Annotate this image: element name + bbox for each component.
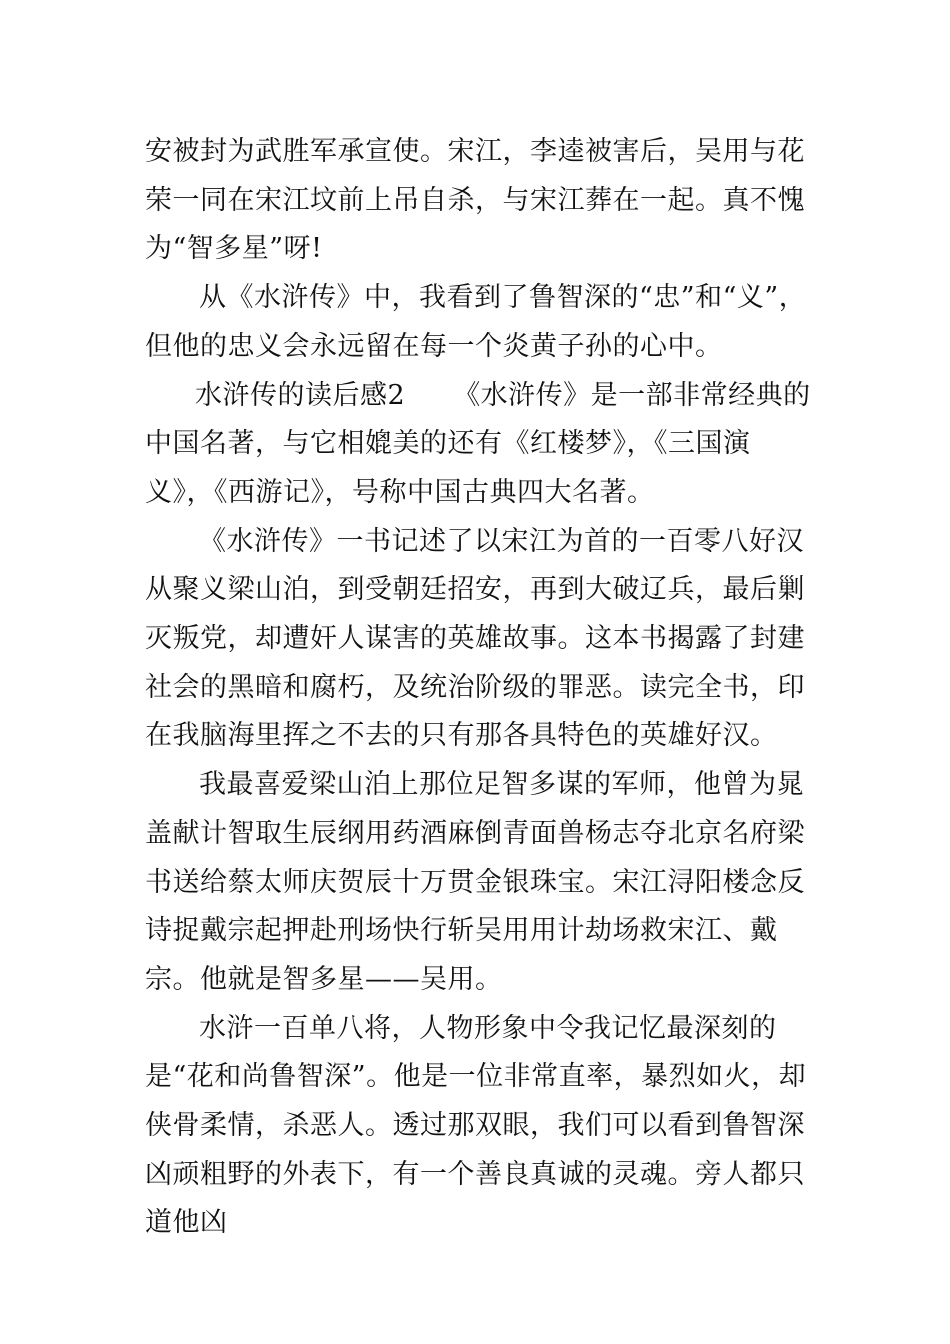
paragraph-2: 从《水浒传》中，我看到了鲁智深的“忠”和“义”，但他的忠义会永远留在每一个炎黄子孙的心中。 (145, 282, 807, 362)
paragraph-3-text: 《水浒传》是一部非常经典的中国名著，与它相媲美的还有《红楼梦》，《三国演义》，《西游记》，号称中国古典四大名著。 (145, 379, 811, 508)
paragraph-3 (145, 372, 815, 518)
paragraph-6: 水浒一百单八将，人物形象中令我记忆最深刻的是“花和尚鲁智深”。他是一位非常直率，暴烈如火，却侠骨柔情，杀恶人。透过那双眼，我们可以看到鲁智深凶顽粗野的外表下，有一个善良真诚的灵魂。旁人都只道他凶 (145, 1012, 807, 1239)
paragraph-1: 安被封为武胜军承宣使。宋江，李逵被害后，吴用与花荣一同在宋江坟前上吊自杀，与宋江葬在一起。真不愧为“智多星”呀! (145, 136, 805, 265)
paragraph-4: 《水浒传》一书记述了以宋江为首的一百零八好汉从聚义梁山泊，到受朝廷招安，再到大破辽兵，最后剿灭叛党，却遭奸人谋害的英雄故事。这本书揭露了封建社会的黑暗和腐朽，及统治阶级的罪恶。读完全书，印在我脑海里挥之不去的只有那各具特色的英雄好汉。 (145, 525, 805, 752)
section-heading: 水浒传的读后感2 (195, 379, 406, 411)
document-body (145, 128, 815, 1248)
paragraph-5: 我最喜爱梁山泊上那位足智多谋的军师，他曾为晁盖献计智取生辰纲用药酒麻倒青面兽杨志夺北京名府梁书送给蔡太师庆贺辰十万贯金银珠宝。宋江浔阳楼念反诗捉戴宗起押赴刑场快行斩吴用用计劫场救宋江、戴宗。他就是智多星——吴用。 (145, 769, 805, 995)
